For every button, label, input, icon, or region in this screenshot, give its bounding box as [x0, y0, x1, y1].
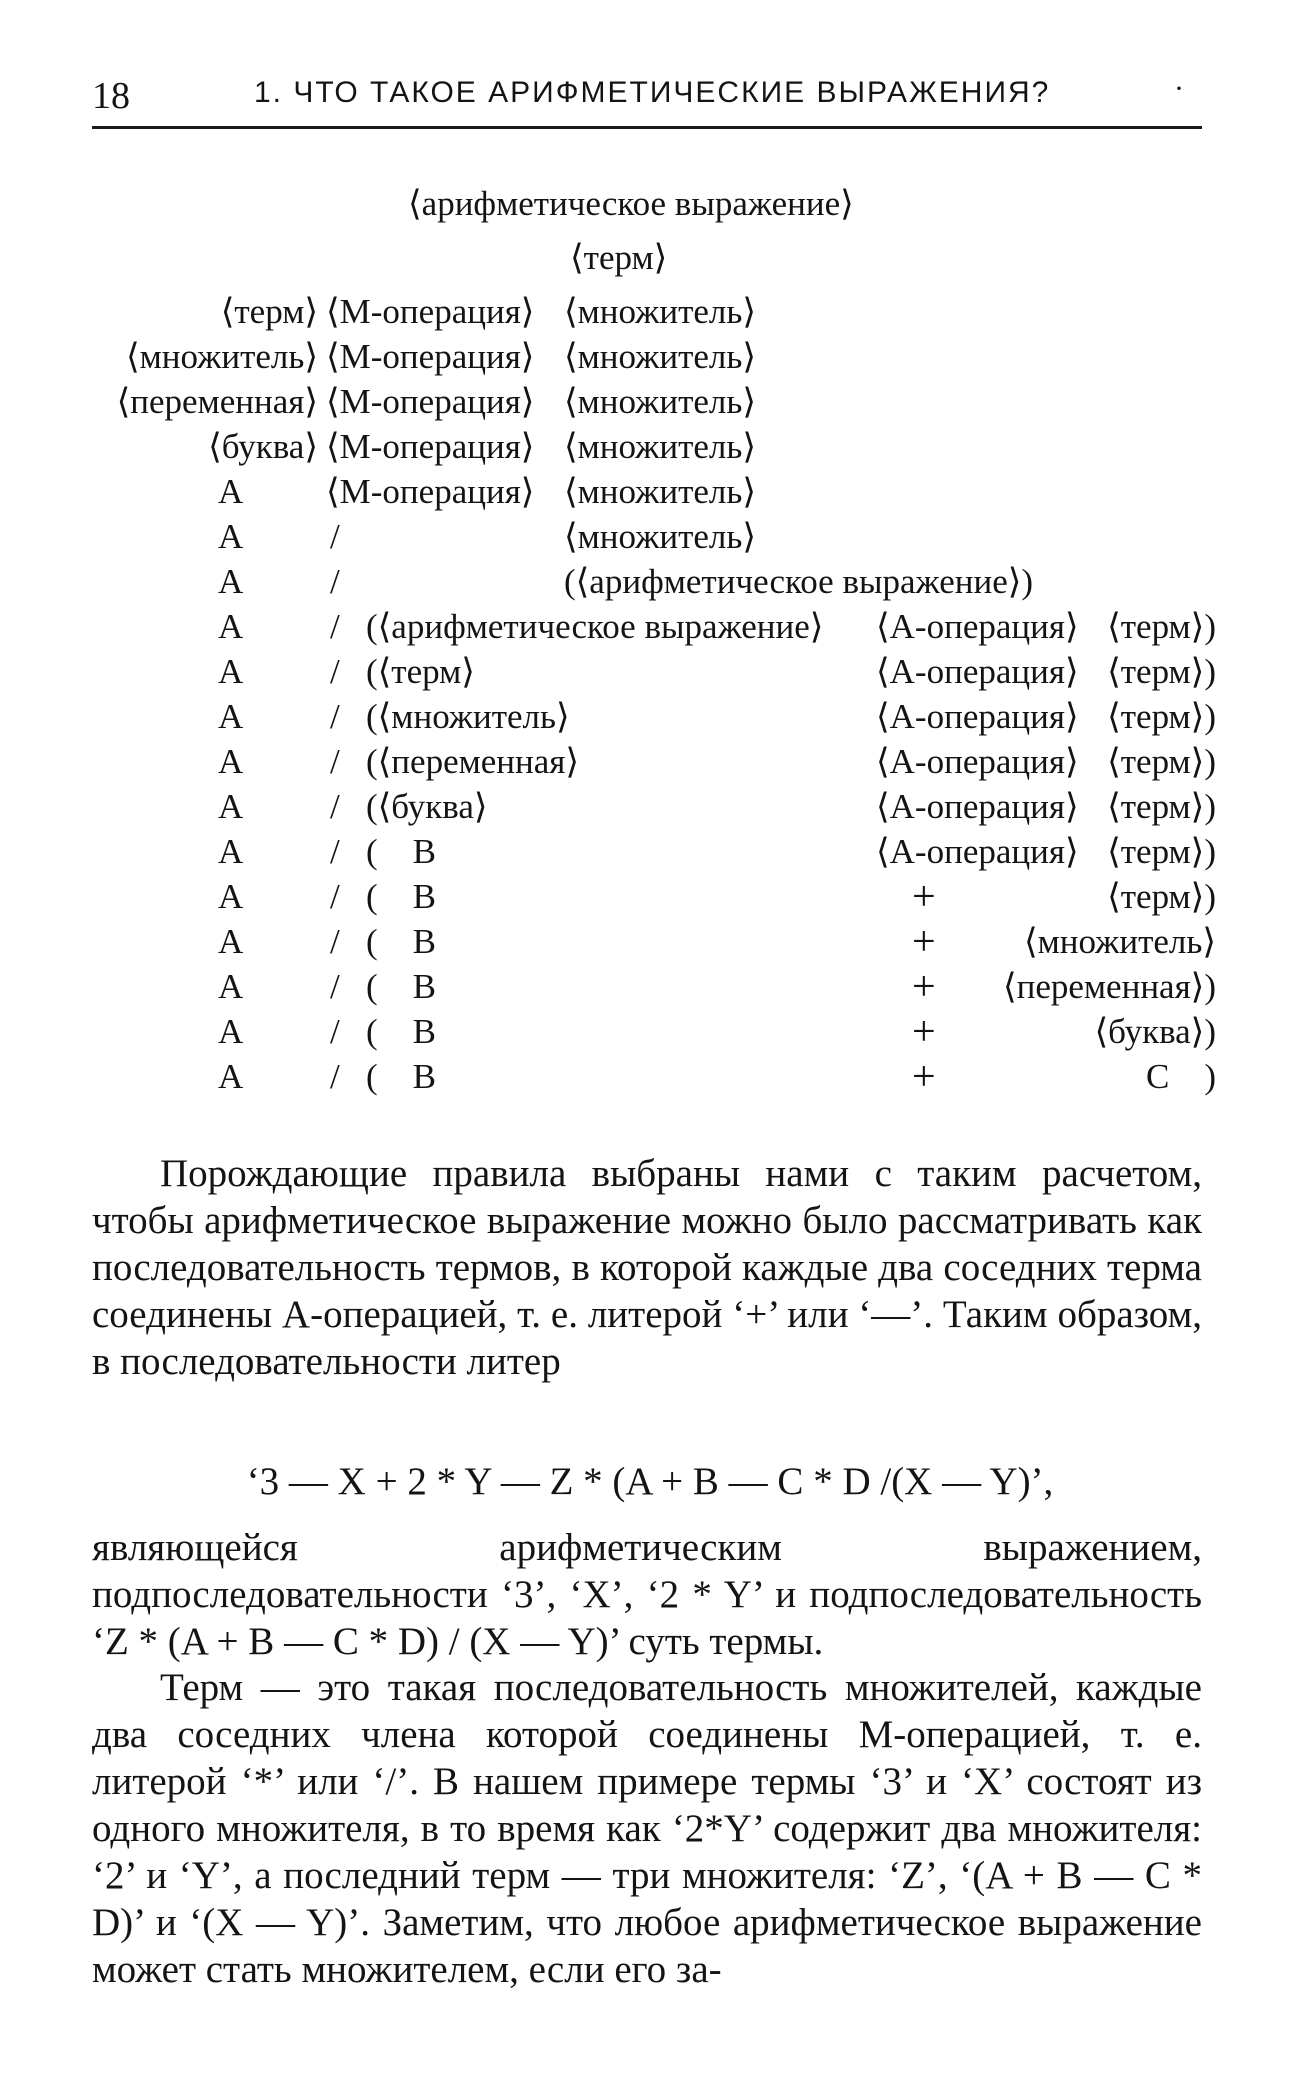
derivation-row-4-op: ⟨М-операция⟩	[326, 427, 535, 466]
derivation-row-6-op: /	[330, 517, 340, 556]
page-number: 18	[92, 75, 130, 117]
derivation-row-11-left: A	[218, 742, 244, 781]
derivation-row-11-tail: ⟨терм⟩)	[1107, 742, 1216, 781]
derivation-row-2-left: ⟨множитель⟩	[126, 337, 318, 376]
derivation-row-12-inner: (⟨буква⟩	[366, 787, 488, 826]
derivation-row-9-left: A	[218, 652, 244, 691]
derivation-row-18-inner: ( B	[366, 1057, 436, 1096]
derivation-row-14-left: A	[218, 877, 244, 916]
derivation-row-11-op: /	[330, 742, 340, 781]
derivation-row-5-rest: ⟨множитель⟩	[564, 472, 756, 511]
header-mark: ·	[1174, 72, 1184, 105]
derivation-row-1-rest: ⟨множитель⟩	[564, 292, 756, 331]
derivation-row-13-inner: ( B	[366, 832, 436, 871]
derivation-row-18-aop: +	[912, 1054, 936, 1100]
derivation-row-15-aop: +	[912, 919, 936, 965]
derivation-row-5-op: ⟨М-операция⟩	[326, 472, 535, 511]
derivation-row-18-tail: C )	[1146, 1057, 1216, 1096]
derivation-row-17-tail: ⟨буква⟩)	[1094, 1012, 1216, 1051]
derivation-row-18-op: /	[330, 1057, 340, 1096]
derivation-row-7-op: /	[330, 562, 340, 601]
derivation-row-9-aop: ⟨А-операция⟩	[876, 652, 1079, 691]
derivation-row-14-tail: ⟨терм⟩)	[1107, 877, 1216, 916]
derivation-row-11-inner: (⟨переменная⟩	[366, 742, 580, 781]
derivation-row-16-tail: ⟨переменная⟩)	[1002, 967, 1216, 1006]
derivation-row-14-op: /	[330, 877, 340, 916]
derivation-row-8-inner: (⟨арифметическое выражение⟩	[366, 607, 824, 646]
derivation-row-11-aop: ⟨А-операция⟩	[876, 742, 1079, 781]
derivation-row-12-op: /	[330, 787, 340, 826]
derivation-row-12-aop: ⟨А-операция⟩	[876, 787, 1079, 826]
derivation-row-13-op: /	[330, 832, 340, 871]
derivation-start-line: ⟨арифметическое выражение⟩	[408, 184, 854, 223]
derivation-row-16-aop: +	[912, 964, 936, 1010]
derivation-row-8-left: A	[218, 607, 244, 646]
derivation-row-4-rest: ⟨множитель⟩	[564, 427, 756, 466]
derivation-row-2-rest: ⟨множитель⟩	[564, 337, 756, 376]
derivation-row-17-inner: ( B	[366, 1012, 436, 1051]
derivation-row-12-tail: ⟨терм⟩)	[1107, 787, 1216, 826]
derivation-row-13-tail: ⟨терм⟩)	[1107, 832, 1216, 871]
running-title: 1. ЧТО ТАКОЕ АРИФМЕТИЧЕСКИЕ ВЫРАЖЕНИЯ?	[254, 76, 1051, 109]
derivation-row-10-tail: ⟨терм⟩)	[1107, 697, 1216, 736]
derivation-row-16-op: /	[330, 967, 340, 1006]
derivation-row-14-aop: +	[912, 874, 936, 920]
derivation-row-13-aop: ⟨А-операция⟩	[876, 832, 1079, 871]
derivation-row-10-left: A	[218, 697, 244, 736]
paragraph-2: являющейся арифметическим выражением, подпоследовательности ‘3’, ‘X’, ‘2 * Y’ и подпоследовательность ‘Z * (A + B — C * D) / (X — Y)’ суть термы.	[92, 1526, 1202, 1663]
derivation-row-5-left: A	[218, 472, 244, 511]
derivation-row-15-op: /	[330, 922, 340, 961]
derivation-term-line: ⟨терм⟩	[570, 238, 668, 277]
derivation-row-9-tail: ⟨терм⟩)	[1107, 652, 1216, 691]
derivation-row-16-left: A	[218, 967, 244, 1006]
derivation-row-13-left: A	[218, 832, 244, 871]
derivation-row-15-inner: ( B	[366, 922, 436, 961]
derivation-row-3-left: ⟨переменная⟩	[116, 382, 318, 421]
derivation-row-17-op: /	[330, 1012, 340, 1051]
derivation-row-7-rest: (⟨арифметическое выражение⟩)	[564, 562, 1034, 601]
paragraph-1: Порождающие правила выбраны нами с таким расчетом, чтобы арифметическое выражение можно было рассматривать как последовательность термов, в которой каждые два соседних терма соединены А-операцией, т. е. литерой ‘+’ или ‘—’. Таким образом, в последовательности литер	[92, 1152, 1202, 1383]
derivation-row-12-left: A	[218, 787, 244, 826]
derivation-row-7-left: A	[218, 562, 244, 601]
example-formula: ‘3 — X + 2 * Y — Z * (A + B — C * D /(X — Y)’,	[246, 1460, 1054, 1503]
derivation-row-10-inner: (⟨множитель⟩	[366, 697, 570, 736]
derivation-row-15-tail: ⟨множитель⟩	[1024, 922, 1216, 961]
paragraph-3: Терм — это такая последовательность множителей, каждые два соседних члена которой соединены М-операцией, т. е. литерой ‘*’ или ‘/’. В нашем примере термы ‘3’ и ‘X’ состоят из одного множителя, в то время как ‘2*Y’ содержит два множителя: ‘2’ и ‘Y’, а последний терм — три множителя: ‘Z’, ‘(A + B — C * D)’ и ‘(X — Y)’. Заметим, что любое арифметическое выражение может стать множителем, если его за-	[92, 1666, 1202, 1991]
derivation-row-2-op: ⟨М-операция⟩	[326, 337, 535, 376]
derivation-row-6-rest: ⟨множитель⟩	[564, 517, 756, 556]
derivation-row-3-op: ⟨М-операция⟩	[326, 382, 535, 421]
derivation-row-14-inner: ( B	[366, 877, 436, 916]
derivation-row-16-inner: ( B	[366, 967, 436, 1006]
derivation-row-8-tail: ⟨терм⟩)	[1107, 607, 1216, 646]
derivation-row-1-op: ⟨М-операция⟩	[326, 292, 535, 331]
derivation-row-8-aop: ⟨А-операция⟩	[876, 607, 1079, 646]
derivation-row-4-left: ⟨буква⟩	[208, 427, 318, 466]
derivation-row-18-left: A	[218, 1057, 244, 1096]
derivation-row-9-inner: (⟨терм⟩	[366, 652, 475, 691]
derivation-row-17-aop: +	[912, 1009, 936, 1055]
derivation-row-3-rest: ⟨множитель⟩	[564, 382, 756, 421]
derivation-row-1-left: ⟨терм⟩	[220, 292, 318, 331]
derivation-row-8-op: /	[330, 607, 340, 646]
derivation-row-17-left: A	[218, 1012, 244, 1051]
derivation-row-10-op: /	[330, 697, 340, 736]
derivation-row-9-op: /	[330, 652, 340, 691]
derivation-row-15-left: A	[218, 922, 244, 961]
derivation-row-6-left: A	[218, 517, 244, 556]
derivation-row-10-aop: ⟨А-операция⟩	[876, 697, 1079, 736]
